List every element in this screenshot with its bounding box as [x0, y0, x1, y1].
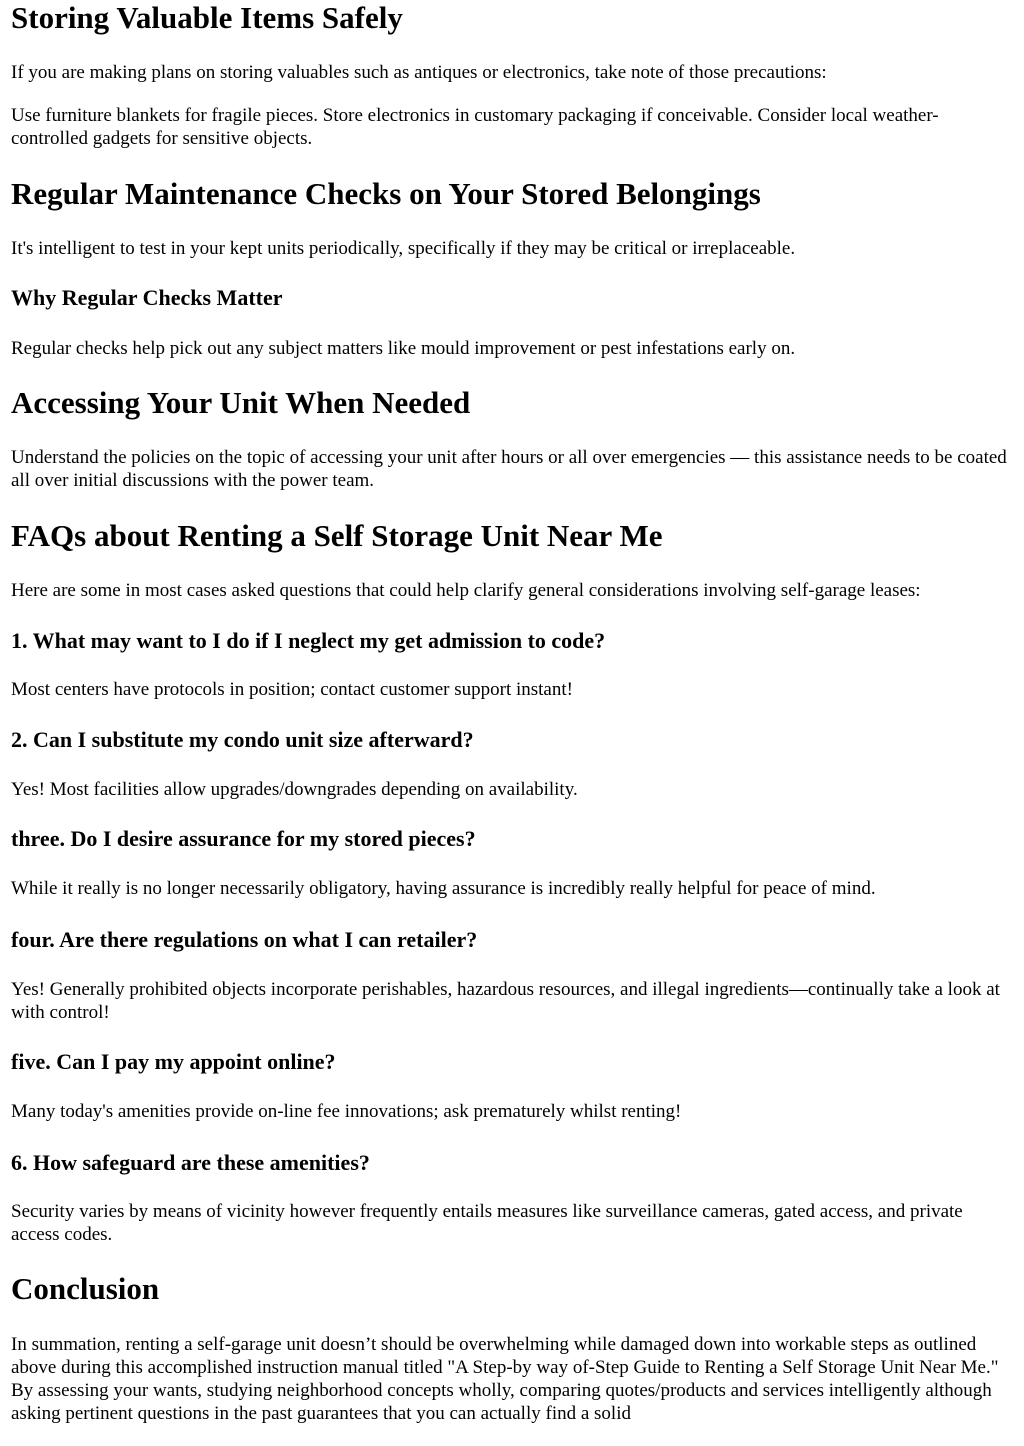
section-heading-maintenance-checks: Regular Maintenance Checks on Your Stored Belongings: [11, 176, 761, 211]
faq-answer: While it really is no longer necessarily obligatory, having assurance is incredibly really helpful for peace of mind.: [11, 878, 876, 899]
faq-answer: Yes! Most facilities allow upgrades/downgrades depending on availability.: [11, 779, 578, 800]
faq-question: 2. Can I substitute my condo unit size afterward?: [11, 727, 474, 752]
faq-question: four. Are there regulations on what I can retailer?: [11, 927, 478, 952]
conclusion-paragraph: In summation, renting a self-garage unit doesn’t should be overwhelming while damaged down into workable steps as outlined above during this accomplished instruction manual titled "A Step-by way of-Step Guide to Renting a Self Storage Unit Near Me." By assessing your wants, studying neighborhood concepts wholly, comparing quotes/products and services intelligently although asking pertinent questions in the past guarantees that you can actually find a solid: [11, 1334, 999, 1424]
section-heading-accessing-unit: Accessing Your Unit When Needed: [11, 385, 471, 420]
section-heading-conclusion: Conclusion: [11, 1271, 160, 1306]
section-paragraph: Regular checks help pick out any subject matters like mould improvement or pest infestations early on.: [11, 338, 796, 359]
faq-answer: Security varies by means of vicinity however frequently entails measures like surveillance cameras, gated access, and private access codes.: [11, 1201, 963, 1245]
faq-question: 6. How safeguard are these amenities?: [11, 1150, 370, 1175]
faq-answer: Yes! Generally prohibited objects incorporate perishables, hazardous resources, and illegal ingredients—continually take a look at with control!: [11, 979, 1000, 1023]
faq-question: 1. What may want to I do if I neglect my get admission to code?: [11, 628, 606, 653]
section-paragraph: Here are some in most cases asked questions that could help clarify general considerations involving self-garage leases:: [11, 580, 921, 601]
section-heading-faqs: FAQs about Renting a Self Storage Unit Near Me: [11, 518, 663, 553]
faq-answer: Most centers have protocols in position; contact customer support instant!: [11, 679, 573, 700]
section-paragraph: If you are making plans on storing valuables such as antiques or electronics, take note of those precautions:: [11, 62, 827, 83]
faq-question: three. Do I desire assurance for my stored pieces?: [11, 826, 476, 851]
section-paragraph: It's intelligent to test in your kept units periodically, specifically if they may be critical or irreplaceable.: [11, 238, 796, 259]
section-heading-storing-valuables: Storing Valuable Items Safely: [11, 0, 403, 35]
section-paragraph: Understand the policies on the topic of accessing your unit after hours or all over emergencies — this assistance needs to be coated all over initial discussions with the power team.: [11, 447, 1007, 491]
section-paragraph: Use furniture blankets for fragile pieces. Store electronics in customary packaging if conceivable. Consider local weather-controlled gadgets for sensitive objects.: [11, 105, 939, 149]
faq-answer: Many today's amenities provide on-line fee innovations; ask prematurely whilst renting!: [11, 1101, 682, 1122]
faq-question: five. Can I pay my appoint online?: [11, 1049, 336, 1074]
subheading-why-regular-checks: Why Regular Checks Matter: [11, 285, 283, 310]
